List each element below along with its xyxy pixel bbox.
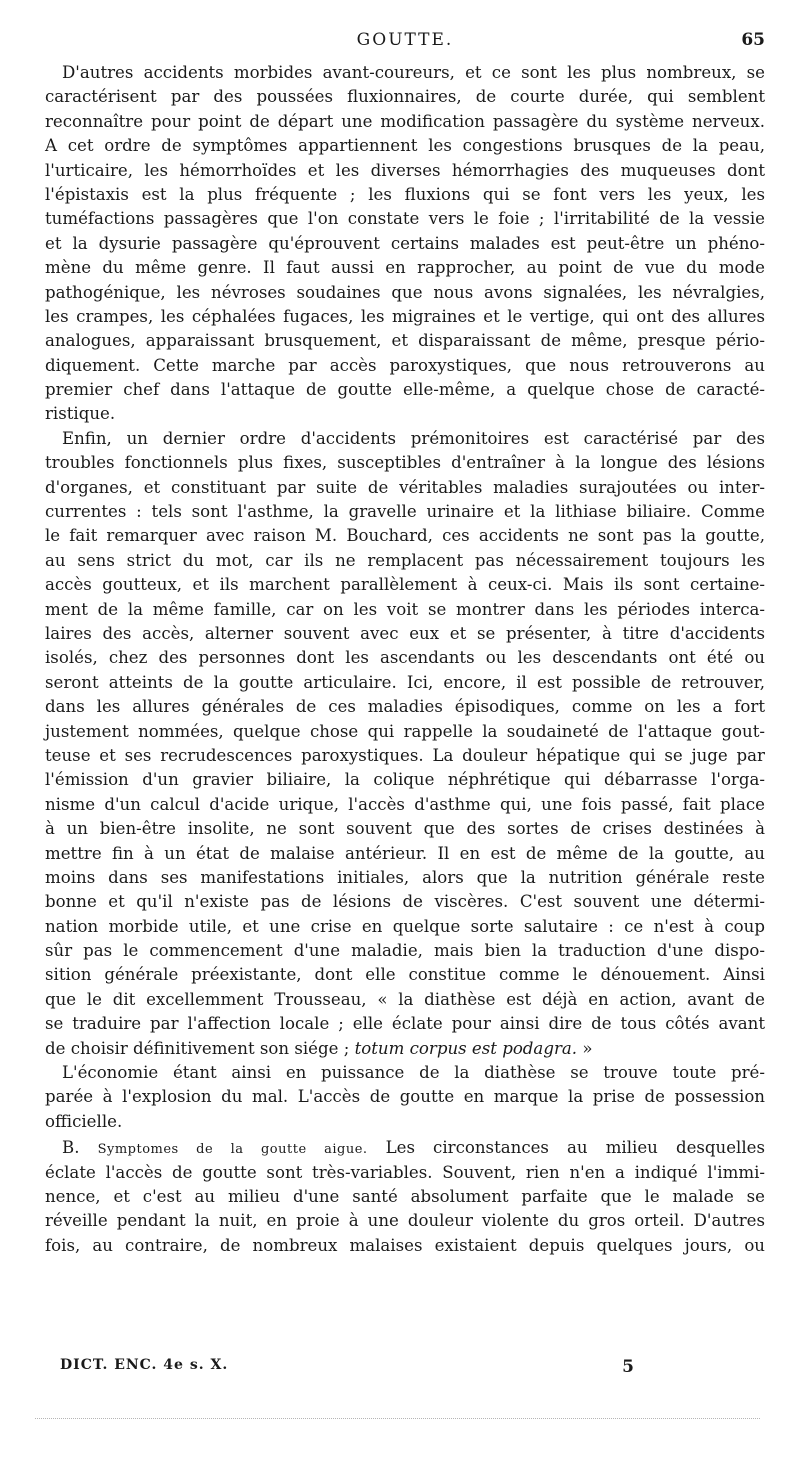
text-line: nation morbide utile, et une crise en quelque sorte salutaire : ce n'est à coup	[45, 916, 765, 936]
section-label: B.	[62, 1138, 80, 1158]
text-line: que le dit excellemment Trousseau, « la diathèse est déjà en action, avant de	[45, 989, 765, 1009]
latin-quote: totum corpus est podagra.	[354, 1038, 578, 1058]
text-line: au sens strict du mot, car ils ne remplacent pas nécessairement toujours les	[45, 550, 765, 570]
section-text: Les circonstances au milieu desquelles	[367, 1138, 765, 1158]
printer-signature	[60, 1357, 660, 1381]
text-line	[45, 1037, 765, 1061]
text-line: A cet ordre de symptômes appartiennent les congestions brusques de la peau,	[45, 136, 765, 156]
text-line: D'autres accidents morbides avant-coureurs, et ce sont les plus nombreux, se	[62, 63, 765, 82]
signature-text: DICT. ENC. 4e s. X.	[60, 1357, 229, 1373]
running-head	[45, 30, 765, 56]
section-heading-line	[45, 1136, 765, 1160]
text-line: analogues, apparaissant brusquement, et disparaissant de même, presque pério-	[45, 331, 765, 351]
text-line: et la dysurie passagère qu'éprouvent certains malades est peut-être un phéno-	[45, 233, 765, 253]
text-line: ristique.	[45, 404, 116, 424]
text-line: laires des accès, alterner souvent avec eux et se présenter, à titre d'accidents	[45, 623, 765, 643]
text-line: fois, au contraire, de nombreux malaises existaient depuis quelques jours, ou	[45, 1235, 765, 1255]
text-line: tuméfactions passagères que l'on constate vers le foie ; l'irritabilité de la vessie	[45, 209, 765, 229]
text-line: ment de la même famille, car on les voit se montrer dans les périodes interca-	[45, 599, 765, 619]
section-heading: Symptomes de la goutte aigue.	[97, 1142, 368, 1158]
text-line: L'économie étant ainsi en puissance de la diathèse se trouve toute pré-	[62, 1063, 765, 1083]
text-line: troubles fonctionnels plus fixes, susceptibles d'entraîner à la longue des lésions	[45, 453, 765, 473]
text-line: accès goutteux, et ils marchent parallèlement à ceux-ci. Mais ils sont certaine-	[45, 575, 765, 595]
text-line: l'épistaxis est la plus fréquente ; les fluxions qui se font vers les yeux, les	[45, 184, 765, 204]
text-line: à un bien-être insolite, ne sont souvent que des sortes de crises destinées à	[45, 819, 765, 839]
text-line: diquement. Cette marche par accès paroxystiques, que nous retrouverons au	[45, 355, 765, 375]
text-line: premier chef dans l'attaque de goutte elle-même, a quelque chose de caracté-	[45, 380, 765, 400]
text-line: currentes : tels sont l'asthme, la gravelle urinaire et la lithiase biliaire. Comme	[45, 502, 765, 522]
page-number: 65	[741, 30, 765, 50]
text-line: d'organes, et constituant par suite de véritables maladies surajoutées ou inter-	[45, 477, 765, 497]
text-line: moins dans ses manifestations initiales, alors que la nutrition générale reste	[45, 867, 765, 887]
text-line: seront atteints de la goutte articulaire. Ici, encore, il est possible de retrouver,	[45, 672, 765, 692]
text-line: teuse et ses recrudescences paroxystiques. La douleur hépatique qui se juge par	[45, 745, 765, 765]
text-line: reconnaître pour point de départ une modification passagère du système nerveux.	[45, 111, 765, 131]
text-line: le fait remarquer avec raison M. Bouchard, ces accidents ne sont pas la goutte,	[45, 526, 765, 546]
quote-close: »	[577, 1038, 593, 1058]
text-line: isolés, chez des personnes dont les ascendants ou les descendants ont été ou	[45, 648, 765, 668]
text-line: parée à l'explosion du mal. L'accès de goutte en marque la prise de possession	[45, 1087, 765, 1107]
signature-number: 5	[622, 1357, 635, 1377]
text-line: sûr pas le commencement d'une maladie, mais bien la traduction d'une dispo-	[45, 941, 765, 961]
book-page	[45, 0, 765, 1461]
text-line: mettre fin à un état de malaise antérieur. Il en est de même de la goutte, au	[45, 843, 765, 863]
quote-lead-text: de choisir définitivement son siége ;	[45, 1038, 355, 1058]
text-line: réveille pendant la nuit, en proie à une douleur violente du gros orteil. D'autres	[45, 1211, 765, 1231]
text-line: nisme d'un calcul d'acide urique, l'accès d'asthme qui, une fois passé, fait place	[45, 794, 765, 814]
text-line: sition générale préexistante, dont elle constitue comme le dénouement. Ainsi	[45, 965, 765, 985]
text-line: pathogénique, les névroses soudaines que nous avons signalées, les névralgies,	[45, 282, 765, 302]
text-line: se traduire par l'affection locale ; elle éclate pour ainsi dire de tous côtés avant	[45, 1014, 765, 1034]
text-line: les crampes, les céphalées fugaces, les migraines et le vertige, qui ont des allures	[45, 306, 765, 326]
text-line: nence, et c'est au milieu d'une santé absolument parfaite que le malade se	[45, 1186, 765, 1206]
text-line: officielle.	[45, 1111, 123, 1131]
text-line: l'urticaire, les hémorrhoïdes et les diverses hémorrhagies des muqueuses dont	[45, 160, 765, 180]
text-line: dans les allures générales de ces maladies épisodiques, comme on les a fort	[45, 697, 765, 717]
text-line: Enfin, un dernier ordre d'accidents prémonitoires est caractérisé par des	[62, 428, 765, 448]
text-line: éclate l'accès de goutte sont très-variables. Souvent, rien n'en a indiqué l'immi-	[45, 1162, 765, 1182]
bottom-dotted-rule	[35, 1418, 760, 1419]
running-title: GOUTTE.	[356, 30, 454, 50]
body-text	[45, 61, 765, 1258]
text-line: justement nommées, quelque chose qui rappelle la soudaineté de l'attaque gout-	[45, 721, 765, 741]
text-line: l'émission d'un gravier biliaire, la colique néphrétique qui débarrasse l'orga-	[45, 770, 765, 790]
text-line: mène du même genre. Il faut aussi en rapprocher, au point de vue du mode	[45, 258, 765, 278]
text-line: caractérisent par des poussées fluxionnaires, de courte durée, qui semblent	[45, 87, 765, 107]
text-line: bonne et qu'il n'existe pas de lésions de viscères. C'est souvent une détermi-	[45, 892, 765, 912]
